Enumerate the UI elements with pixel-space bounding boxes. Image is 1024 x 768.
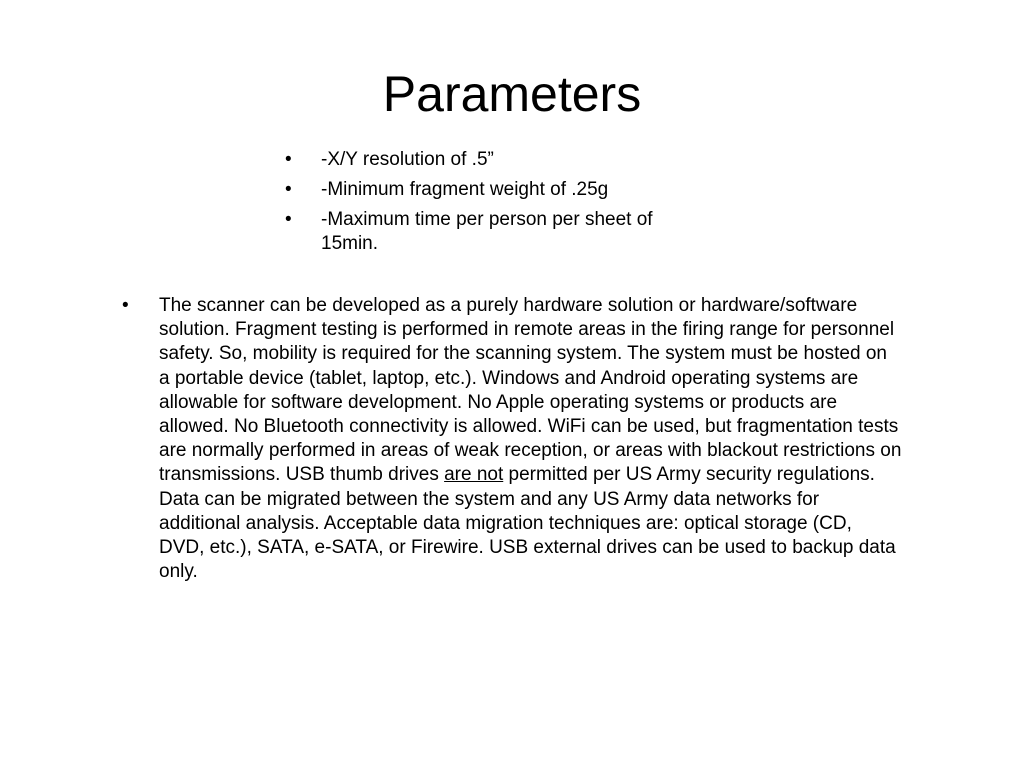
list-item — [122, 294, 902, 584]
list-item-text: -X/Y resolution of .5” — [321, 149, 494, 170]
description-list — [122, 294, 902, 584]
list-item — [285, 208, 661, 256]
paragraph-text-part-1: The scanner can be developed as a purely hardware solution or hardware/software solution. Fragment testing is performed in remote areas in the firing range for personnel safety. So, mobility is required for the scanning system. The system must be hosted on a portable device (tablet, laptop, etc.). Windows and Android operating systems are allowable for software development. No Apple operating systems or products are allowed. No Bluetooth connectivity is allowed. WiFi can be used, but fragmentation tests are normally performed in areas of weak reception, or areas with blackout restrictions on transmissions. USB thumb drives — [159, 295, 902, 486]
underlined-text: are not — [444, 464, 504, 486]
paragraph-text-part-2: permitted per US Army security regulations. Data can be migrated between the system and any US Army data networks for additional analysis. Acceptable data migration techniques are: optical storage (CD, DVD, etc.), SATA, e-SATA, or Firewire. USB external drives can be used to backup data only. — [159, 464, 896, 583]
slide-title: Parameters — [382, 66, 642, 122]
paragraph-text — [159, 295, 901, 582]
parameter-list — [285, 148, 745, 262]
bullet-icon: • — [285, 209, 292, 230]
list-item-text: -Minimum fragment weight of .25g — [321, 179, 609, 200]
bullet-icon: • — [285, 179, 292, 200]
list-item — [285, 148, 745, 172]
bullet-icon: • — [285, 149, 292, 170]
list-item-text: -Maximum time per person per sheet of 15min. — [321, 209, 653, 254]
bullet-icon: • — [122, 295, 129, 316]
list-item — [285, 178, 745, 202]
